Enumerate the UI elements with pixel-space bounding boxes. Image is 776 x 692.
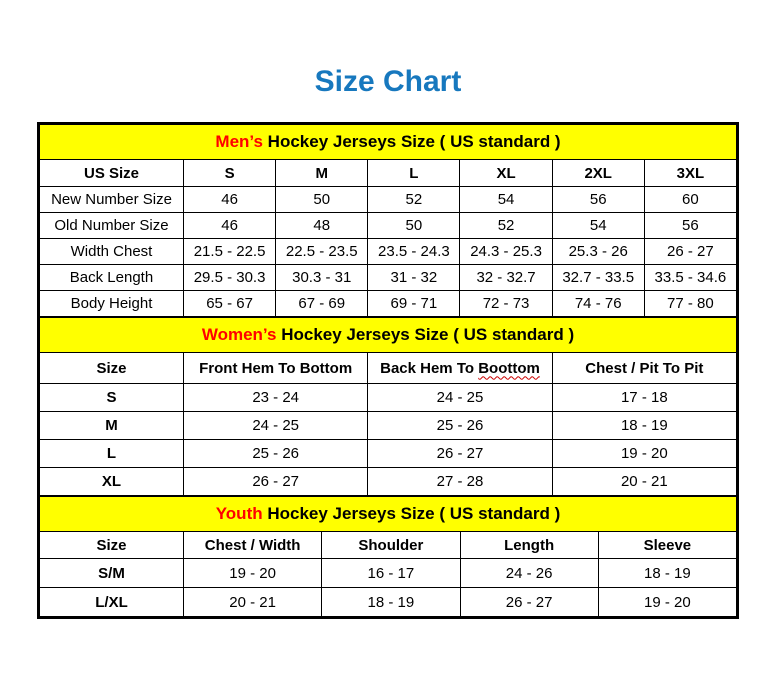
- size-value: 19 - 20: [598, 588, 736, 617]
- column-header: Sleeve: [598, 532, 736, 559]
- size-value: 22.5 - 23.5: [276, 239, 368, 265]
- size-value: 26 - 27: [368, 440, 552, 468]
- row-label: Back Length: [40, 265, 184, 291]
- table-row: [40, 213, 737, 239]
- row-label: Body Height: [40, 291, 184, 317]
- size-value: 32 - 32.7: [460, 265, 552, 291]
- row-label: S: [40, 384, 184, 412]
- row-label: New Number Size: [40, 187, 184, 213]
- column-header: US Size: [40, 160, 184, 187]
- size-value: 77 - 80: [644, 291, 736, 317]
- size-value: 25 - 26: [184, 440, 368, 468]
- misspelled-word: Boottom: [478, 359, 540, 377]
- size-value: 60: [644, 187, 736, 213]
- size-value: 65 - 67: [184, 291, 276, 317]
- size-value: 56: [552, 187, 644, 213]
- table-row: [40, 559, 737, 588]
- size-value: 25 - 26: [368, 412, 552, 440]
- row-label: S/M: [40, 559, 184, 588]
- table-row: [40, 384, 737, 412]
- size-value: 52: [368, 187, 460, 213]
- size-value: 52: [460, 213, 552, 239]
- size-value: 23.5 - 24.3: [368, 239, 460, 265]
- table-row: [40, 412, 737, 440]
- size-value: 26 - 27: [184, 468, 368, 496]
- size-value: 33.5 - 34.6: [644, 265, 736, 291]
- row-label: L/XL: [40, 588, 184, 617]
- mens-size-table: [39, 124, 737, 317]
- size-value: 31 - 32: [368, 265, 460, 291]
- size-value: 24 - 25: [184, 412, 368, 440]
- section-title-highlight: Youth: [215, 504, 263, 523]
- column-header: Size: [40, 353, 184, 384]
- size-value: 54: [552, 213, 644, 239]
- table-row: [40, 468, 737, 496]
- section-title-rest: Hockey Jerseys Size ( US standard ): [262, 132, 561, 151]
- size-value: 19 - 20: [184, 559, 322, 588]
- size-value: 27 - 28: [368, 468, 552, 496]
- section-title-rest: Hockey Jerseys Size ( US standard ): [276, 325, 575, 344]
- size-value: 32.7 - 33.5: [552, 265, 644, 291]
- size-value: 50: [368, 213, 460, 239]
- size-value: 24 - 26: [460, 559, 598, 588]
- size-value: 67 - 69: [276, 291, 368, 317]
- column-header: L: [368, 160, 460, 187]
- size-value: 30.3 - 31: [276, 265, 368, 291]
- womens-section-title: [40, 318, 737, 353]
- size-value: 46: [184, 187, 276, 213]
- column-header: Front Hem To Bottom: [184, 353, 368, 384]
- size-value: 56: [644, 213, 736, 239]
- size-value: 20 - 21: [184, 588, 322, 617]
- size-value: 16 - 17: [322, 559, 460, 588]
- size-value: 54: [460, 187, 552, 213]
- size-value: 17 - 18: [552, 384, 736, 412]
- size-value: 18 - 19: [322, 588, 460, 617]
- column-header: M: [276, 160, 368, 187]
- size-value: 18 - 19: [598, 559, 736, 588]
- column-header: XL: [460, 160, 552, 187]
- section-title-rest: Hockey Jerseys Size ( US standard ): [262, 504, 561, 523]
- size-value: 24 - 25: [368, 384, 552, 412]
- section-title-highlight: Women’s: [201, 325, 277, 344]
- size-value: 72 - 73: [460, 291, 552, 317]
- table-row: [40, 291, 737, 317]
- column-header-text: Back Hem To: [380, 359, 479, 377]
- row-label: Old Number Size: [40, 213, 184, 239]
- size-value: 24.3 - 25.3: [460, 239, 552, 265]
- size-value: 26 - 27: [460, 588, 598, 617]
- size-chart-table-block: [37, 122, 739, 619]
- size-value: 19 - 20: [552, 440, 736, 468]
- row-label: M: [40, 412, 184, 440]
- table-row: [40, 265, 737, 291]
- size-value: 21.5 - 22.5: [184, 239, 276, 265]
- column-header: Size: [40, 532, 184, 559]
- size-value: 18 - 19: [552, 412, 736, 440]
- column-header: 3XL: [644, 160, 736, 187]
- size-value: 50: [276, 187, 368, 213]
- size-value: 74 - 76: [552, 291, 644, 317]
- size-value: 25.3 - 26: [552, 239, 644, 265]
- size-value: 26 - 27: [644, 239, 736, 265]
- column-header: Length: [460, 532, 598, 559]
- youth-section-title: [40, 497, 737, 532]
- youth-size-table: [39, 496, 737, 617]
- section-title-highlight: Men’s: [215, 132, 263, 151]
- mens-section-title: [40, 125, 737, 160]
- column-header: S: [184, 160, 276, 187]
- row-label: Width Chest: [40, 239, 184, 265]
- size-value: 69 - 71: [368, 291, 460, 317]
- row-label: L: [40, 440, 184, 468]
- table-row: [40, 440, 737, 468]
- size-value: 23 - 24: [184, 384, 368, 412]
- size-value: 46: [184, 213, 276, 239]
- table-row: [40, 239, 737, 265]
- table-row: [40, 588, 737, 617]
- column-header: Chest / Width: [184, 532, 322, 559]
- size-value: 48: [276, 213, 368, 239]
- row-label: XL: [40, 468, 184, 496]
- column-header: 2XL: [552, 160, 644, 187]
- column-header: [368, 353, 552, 384]
- column-header: Chest / Pit To Pit: [552, 353, 736, 384]
- womens-size-table: [39, 317, 737, 496]
- table-row: [40, 187, 737, 213]
- size-value: 29.5 - 30.3: [184, 265, 276, 291]
- size-value: 20 - 21: [552, 468, 736, 496]
- column-header: Shoulder: [322, 532, 460, 559]
- page-title: Size Chart: [314, 65, 462, 98]
